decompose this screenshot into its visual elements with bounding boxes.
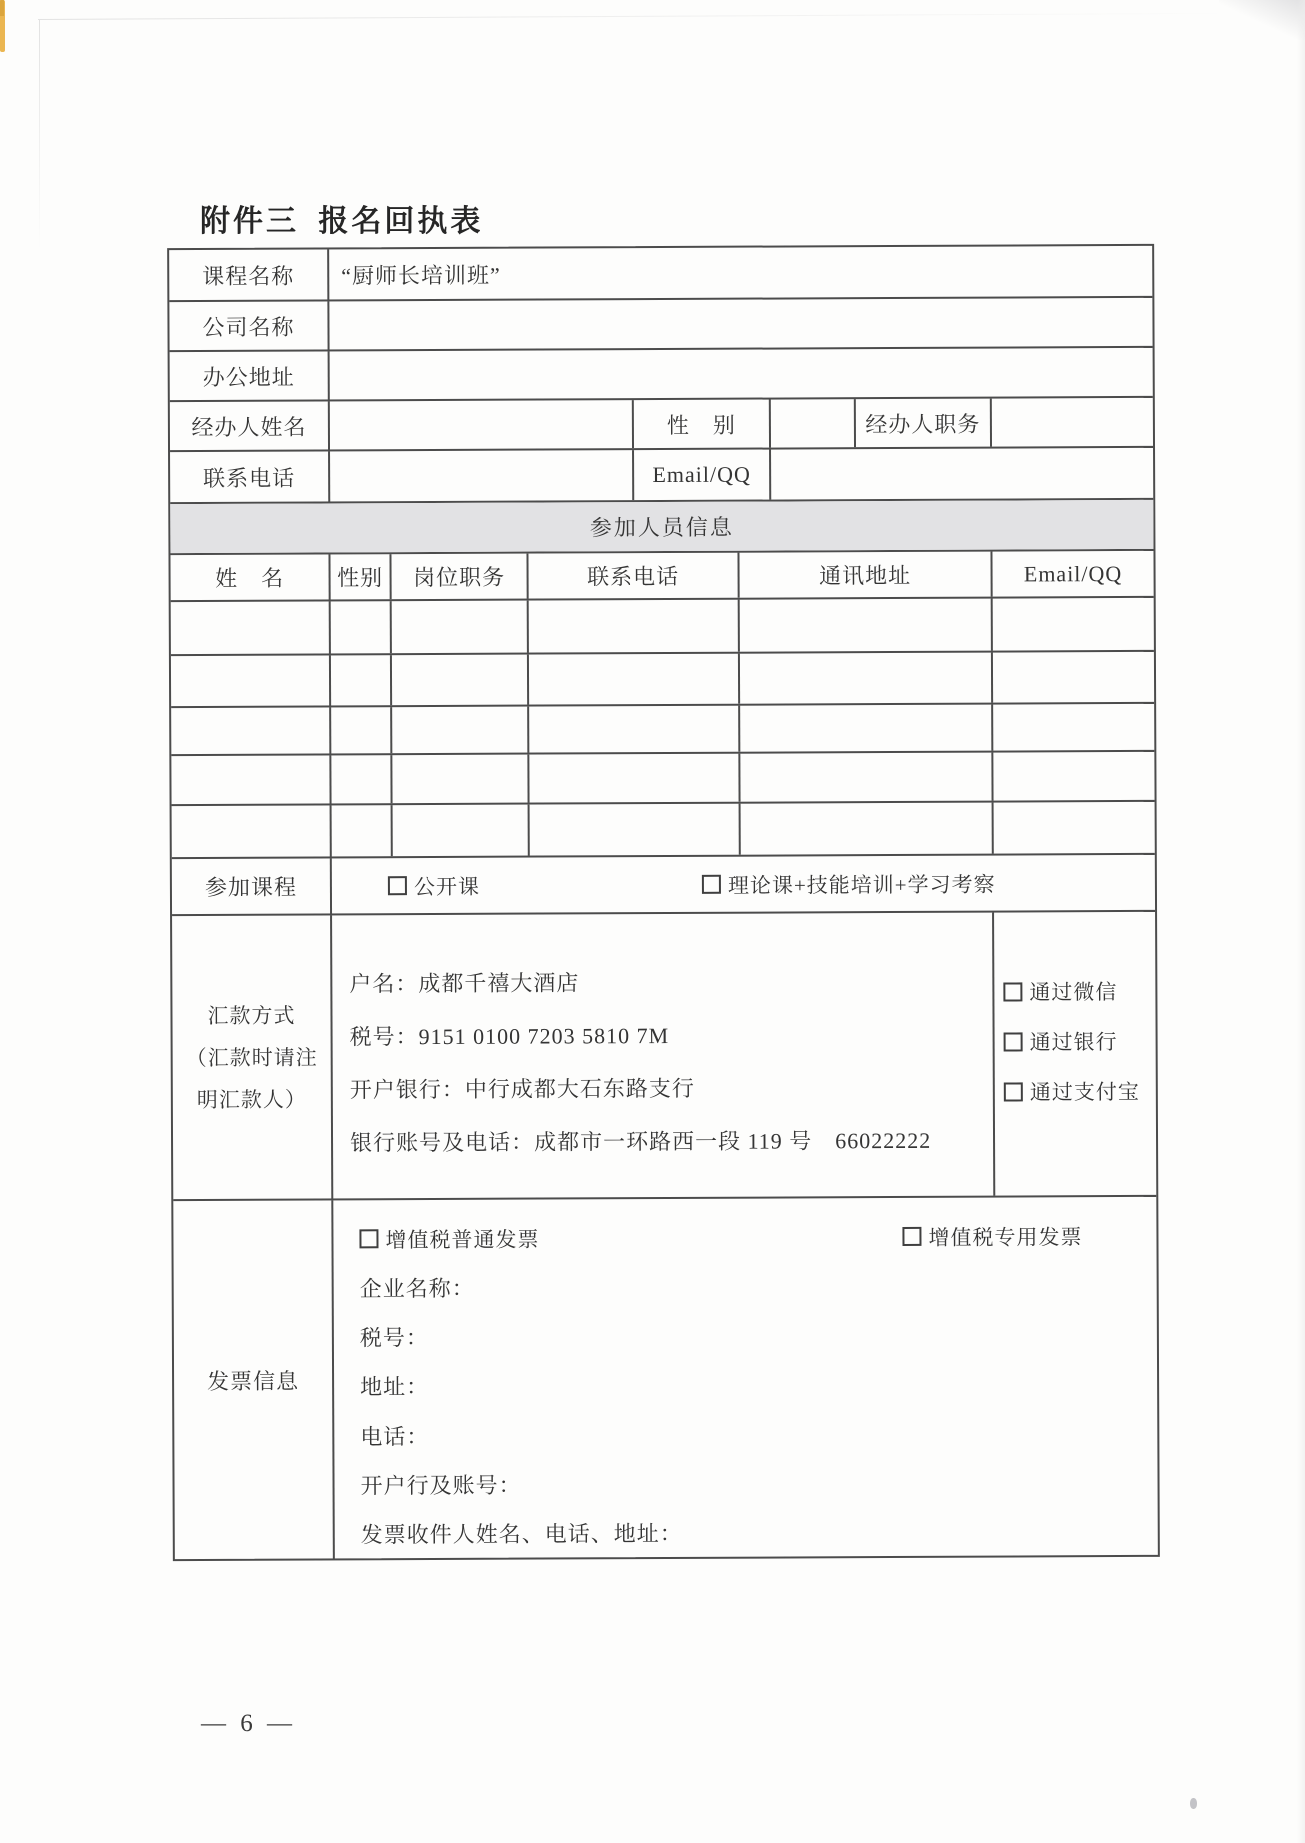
invoice-details: [333, 1197, 1158, 1559]
participants-section-row: [170, 500, 1153, 555]
invoice-address-field: 地址：: [360, 1374, 430, 1400]
contact-phone-field: [330, 450, 634, 501]
course-selection-row: [172, 855, 1155, 916]
open-course-option: [388, 870, 480, 900]
company-name-field: [329, 298, 1152, 350]
participant-cell: [741, 803, 994, 855]
participants-col-address: 通讯地址: [739, 552, 992, 598]
theory-course-option-label: 理论课+技能培训+学习考察: [727, 872, 996, 898]
payment-label-line: 汇款方式: [207, 1003, 296, 1028]
regular-vat-invoice-label: 增值税普通发票: [385, 1227, 540, 1252]
office-address-field: [330, 348, 1153, 400]
participant-cell: [529, 706, 740, 753]
invoice-tax-number-field: 税号：: [359, 1325, 429, 1351]
checkbox-icon: [1004, 1082, 1023, 1101]
payment-label-line: 明汇款人）: [196, 1087, 307, 1112]
participant-cell: [331, 755, 392, 803]
scan-page-edge-right: [1297, 0, 1305, 1843]
participants-col-position: 岗位职务: [391, 554, 528, 600]
payment-tax-number: 税号：9151 0100 7203 5810 7M: [349, 1022, 670, 1050]
invoice-bank-account-field: 开户行及账号：: [360, 1472, 522, 1499]
special-vat-invoice-label: 增值税专用发票: [928, 1224, 1083, 1250]
participant-cell: [172, 805, 332, 857]
invoice-row: [173, 1197, 1158, 1559]
participants-header-row: [170, 551, 1153, 602]
participant-row: [171, 598, 1154, 656]
participant-cell: [740, 753, 993, 802]
participant-cell: [331, 601, 392, 653]
agent-name-field: [330, 400, 634, 449]
participant-cell: [740, 653, 993, 704]
participant-row: [171, 752, 1154, 806]
scan-artifact-corner-shadow: [1219, 0, 1305, 40]
participant-row: [171, 704, 1154, 756]
invoice-company-field: 企业名称：: [359, 1276, 475, 1302]
office-address-row: [170, 348, 1153, 402]
agent-title-field: [992, 398, 1153, 447]
open-course-option-label: 公开课: [413, 874, 480, 899]
invoice-type-line: [333, 1211, 1156, 1264]
company-name-row: [169, 298, 1152, 352]
bank-method-label: 通过银行: [1029, 1030, 1118, 1055]
course-name-value: “厨师长培训班”: [341, 262, 501, 288]
participant-cell: [993, 652, 1154, 703]
participant-cell: [332, 805, 393, 856]
checkbox-icon: [1003, 982, 1022, 1001]
company-name-label: 公司名称: [169, 301, 329, 350]
participant-cell: [392, 655, 529, 706]
checkbox-icon: [902, 1227, 921, 1246]
agent-gender-field: [771, 399, 856, 447]
payment-account-name: 户名：成都千禧大酒店: [349, 970, 580, 997]
participants-col-gender: 性别: [330, 554, 391, 599]
participant-cell: [171, 707, 331, 754]
course-name-row: [169, 246, 1152, 302]
contact-row: [170, 448, 1153, 504]
agent-title-label: 经办人职务: [856, 399, 992, 448]
participant-cell: [740, 599, 993, 652]
registration-form-table: [167, 244, 1160, 1561]
payment-details: [332, 913, 995, 1199]
invoice-recipient-field: 发票收件人姓名、电话、地址：: [360, 1520, 683, 1548]
participant-cell: [993, 752, 1154, 801]
participant-cell: [393, 805, 530, 857]
agent-row: [170, 398, 1153, 452]
checkbox-icon: [702, 875, 721, 894]
participant-row: [172, 802, 1155, 859]
scan-page-edge-left: [39, 20, 40, 250]
participant-cell: [392, 707, 529, 754]
contact-email-label: Email/QQ: [634, 450, 771, 501]
course-selection-label: 参加课程: [172, 858, 332, 914]
agent-gender-label: 性 别: [634, 400, 771, 449]
agent-name-label: 经办人姓名: [170, 401, 330, 450]
payment-methods: [994, 912, 1156, 1196]
payment-bank-account: 银行账号及电话：成都市一环路西一段 119 号 66022222: [349, 1127, 932, 1156]
participant-cell: [529, 654, 740, 705]
course-name-label: 课程名称: [169, 249, 329, 300]
special-vat-invoice-option: [902, 1221, 1082, 1252]
page-title: 附件三 报名回执表: [200, 205, 484, 238]
participant-cell: [529, 754, 740, 803]
participants-col-name: 姓 名: [170, 554, 330, 600]
theory-course-option: [702, 868, 996, 899]
invoice-label: 发票信息: [173, 1200, 335, 1559]
regular-vat-invoice-option: [359, 1223, 539, 1254]
contact-phone-label: 联系电话: [170, 451, 330, 502]
scan-page-edge-top: [38, 13, 1248, 20]
payment-row: [172, 912, 1156, 1201]
participant-cell: [171, 655, 331, 706]
checkbox-icon: [1004, 1032, 1023, 1051]
participant-cell: [993, 598, 1154, 651]
scan-artifact-yellow-mark: [0, 0, 4, 16]
checkbox-icon: [388, 876, 407, 895]
participant-cell: [171, 755, 331, 804]
wechat-method-option: [1003, 976, 1117, 1006]
alipay-method-option: [1004, 1076, 1140, 1107]
participant-cell: [171, 601, 331, 654]
participants-col-phone: 联系电话: [528, 553, 739, 599]
scan-artifact-yellow-streak: [0, 0, 5, 52]
payment-bank: 开户银行：中行成都大石东路支行: [349, 1075, 695, 1103]
participant-cell: [529, 600, 740, 653]
contact-email-field: [771, 448, 1153, 500]
invoice-phone-field: 电话：: [360, 1423, 430, 1449]
participant-cell: [994, 802, 1155, 854]
participant-cell: [331, 707, 392, 753]
participants-section-title: 参加人员信息: [170, 500, 1153, 553]
participant-row: [171, 652, 1154, 708]
participants-col-email: Email/QQ: [1023, 560, 1123, 586]
participant-cell: [530, 804, 741, 856]
checkbox-icon: [359, 1229, 378, 1248]
participant-cell: [392, 755, 529, 804]
bank-method-option: [1004, 1026, 1118, 1056]
payment-label: [172, 915, 333, 1199]
participant-cell: [331, 655, 392, 705]
participant-cell: [993, 704, 1154, 751]
alipay-method-label: 通过支付宝: [1029, 1079, 1140, 1105]
scan-artifact-dot: [1190, 1798, 1197, 1809]
wechat-method-label: 通过微信: [1029, 980, 1118, 1005]
course-selection-options: [332, 855, 1155, 914]
participant-cell: [392, 601, 529, 654]
page-number: — 6 —: [201, 1710, 296, 1737]
office-address-label: 办公地址: [170, 351, 330, 400]
payment-label-line: （汇款时请注: [185, 1045, 318, 1070]
participant-cell: [740, 705, 993, 752]
